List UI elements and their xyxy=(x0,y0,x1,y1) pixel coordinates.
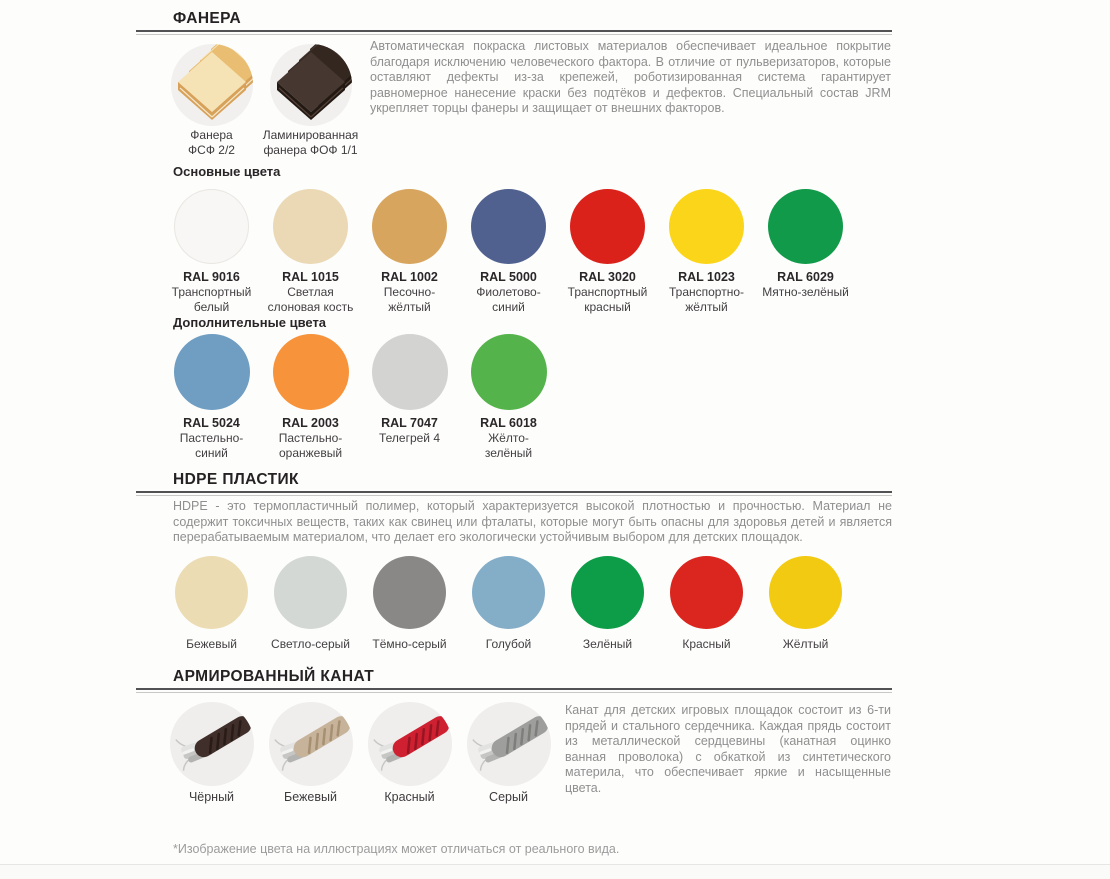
ral-code: RAL 3020 xyxy=(579,270,636,284)
plywood-label-line: Фанера xyxy=(190,128,233,142)
rope-swatch xyxy=(261,702,360,804)
color-swatch xyxy=(756,189,855,314)
section-title-plywood: ФАНЕРА xyxy=(173,10,242,27)
ral-code: RAL 6018 xyxy=(480,416,537,430)
plywood-fsf-image xyxy=(171,44,253,126)
color-swatch xyxy=(558,189,657,314)
rope-colors-row xyxy=(162,702,558,804)
color-circle xyxy=(769,556,842,629)
color-circle xyxy=(175,556,248,629)
hdpe-colors-row xyxy=(162,556,855,651)
ral-code: RAL 1002 xyxy=(381,270,438,284)
rope-image xyxy=(269,702,353,786)
rope-image xyxy=(368,702,452,786)
color-name: Транспортно- xyxy=(668,285,744,299)
color-name: Голубой xyxy=(485,637,532,651)
color-circle xyxy=(570,189,645,264)
section-title-rope: АРМИРОВАННЫЙ КАНАТ xyxy=(173,668,375,685)
color-name: Бежевый xyxy=(186,637,237,651)
ral-code: RAL 1023 xyxy=(678,270,735,284)
color-circle xyxy=(273,334,349,410)
color-circle xyxy=(273,189,348,264)
ral-code: RAL 1015 xyxy=(282,270,339,284)
color-swatch xyxy=(657,189,756,314)
rope-swatch xyxy=(360,702,459,804)
color-name: Жёлтый xyxy=(782,637,829,651)
color-circle xyxy=(471,334,547,410)
plywood-photo-cell xyxy=(261,44,360,158)
plywood-photo-cell xyxy=(162,44,261,158)
ral-code: RAL 6029 xyxy=(777,270,834,284)
plywood-label-line: фанера ФОФ 1/1 xyxy=(263,143,358,157)
ral-code: RAL 2003 xyxy=(282,416,339,430)
color-swatch xyxy=(162,556,261,651)
color-swatch xyxy=(261,189,360,314)
color-swatch xyxy=(459,334,558,460)
color-circle xyxy=(471,189,546,264)
color-name: Тёмно-серый xyxy=(372,637,447,651)
footnote: *Изображение цвета на иллюстрациях может отличаться от реального вида. xyxy=(173,842,620,856)
color-name: Красный xyxy=(682,637,731,651)
color-circle xyxy=(174,334,250,410)
color-name: Светло-серый xyxy=(271,637,350,651)
color-name: жёлтый xyxy=(685,299,728,314)
color-circle xyxy=(571,556,644,629)
ral-code: RAL 9016 xyxy=(183,270,240,284)
color-circle xyxy=(768,189,843,264)
section-divider xyxy=(136,30,892,35)
color-swatch xyxy=(261,334,360,460)
color-name: Транспортный xyxy=(171,285,252,299)
extra-colors-row xyxy=(162,334,558,460)
section-divider xyxy=(136,491,892,496)
plywood-fof-image xyxy=(270,44,352,126)
color-name: синий xyxy=(492,299,525,314)
color-circle xyxy=(472,556,545,629)
plywood-paragraph: Автоматическая покраска листовых материалов обеспечивает идеальное покрытие благодаря исключению человеческого фактора. В отличие от пульверизаторов, которые оставляют дефекты из-за крепежей, роботизированная система гарантирует равномерное нанесение краски без подтёков и дефектов. Специальный состав JRM укрепляет торцы фанеры и защищает от внешних факторов. xyxy=(370,39,891,116)
color-name: Жёлто- xyxy=(488,431,529,445)
color-name: Телегрей 4 xyxy=(378,431,441,445)
color-circle xyxy=(669,189,744,264)
color-name: Транспортный xyxy=(567,285,648,299)
rope-color-name: Бежевый xyxy=(284,790,337,804)
color-name: Пастельно- xyxy=(278,431,343,445)
color-swatch xyxy=(360,189,459,314)
color-circle xyxy=(274,556,347,629)
rope-swatch xyxy=(459,702,558,804)
main-colors-title: Основные цвета xyxy=(173,164,281,179)
plywood-label-line: ФСФ 2/2 xyxy=(188,143,235,157)
color-circle xyxy=(373,556,446,629)
color-name: Пастельно- xyxy=(179,431,244,445)
extra-colors-title: Дополнительные цвета xyxy=(173,315,327,330)
color-swatch xyxy=(657,556,756,651)
plywood-photos-row xyxy=(162,44,360,158)
color-name: оранжевый xyxy=(278,445,343,460)
color-swatch xyxy=(360,556,459,651)
color-name: Песочно- xyxy=(383,285,436,299)
page-bottom-edge xyxy=(0,864,1110,879)
color-circle xyxy=(372,334,448,410)
rope-paragraph: Канат для детских игровых площадок состоит из 6-ти прядей и стального сердечника. Каждая прядь состоит из металлической сердцевины (канатная оцинко ванная проволока) с обкаткой из синтетического материла, что обеспечивает яркие и насыщенные цвета. xyxy=(565,703,891,795)
section-divider xyxy=(136,688,892,693)
plywood-label-line: Ламинированная xyxy=(262,128,359,142)
color-circle xyxy=(372,189,447,264)
color-swatch xyxy=(459,189,558,314)
rope-color-name: Серый xyxy=(489,790,528,804)
rope-swatch xyxy=(162,702,261,804)
color-swatch xyxy=(261,556,360,651)
color-swatch xyxy=(459,556,558,651)
color-swatch xyxy=(756,556,855,651)
rope-image xyxy=(170,702,254,786)
color-name: Светлая xyxy=(287,285,334,299)
color-name: красный xyxy=(584,299,631,314)
color-name: синий xyxy=(195,445,228,460)
ral-code: RAL 5000 xyxy=(480,270,537,284)
color-circle xyxy=(174,189,249,264)
main-colors-row xyxy=(162,189,855,314)
rope-color-name: Красный xyxy=(384,790,435,804)
color-name: белый xyxy=(193,299,230,314)
ral-code: RAL 7047 xyxy=(381,416,438,430)
hdpe-paragraph: HDPE - это термопластичный полимер, который характеризуется высокой плотностью и прочностью. Материал не содержит токсичных веществ, таких как свинец или фталаты, которые могут быть опасны для здоровья детей и является перерабатываемым материалом, что делает его экологически устойчивым выбором для детских площадок. xyxy=(173,499,892,545)
color-swatch xyxy=(558,556,657,651)
section-title-hdpe: HDPE ПЛАСТИК xyxy=(173,471,299,488)
color-circle xyxy=(670,556,743,629)
ral-code: RAL 5024 xyxy=(183,416,240,430)
color-name: Зелёный xyxy=(582,637,633,651)
color-name: слоновая кость xyxy=(267,299,354,314)
color-name: зелёный xyxy=(484,445,533,460)
color-swatch xyxy=(162,334,261,460)
rope-image xyxy=(467,702,551,786)
color-name: Мятно-зелёный xyxy=(762,285,849,299)
color-swatch xyxy=(360,334,459,460)
color-swatch xyxy=(162,189,261,314)
color-name: Фиолетово- xyxy=(476,285,541,299)
rope-color-name: Чёрный xyxy=(188,790,235,804)
color-name: жёлтый xyxy=(388,299,431,314)
